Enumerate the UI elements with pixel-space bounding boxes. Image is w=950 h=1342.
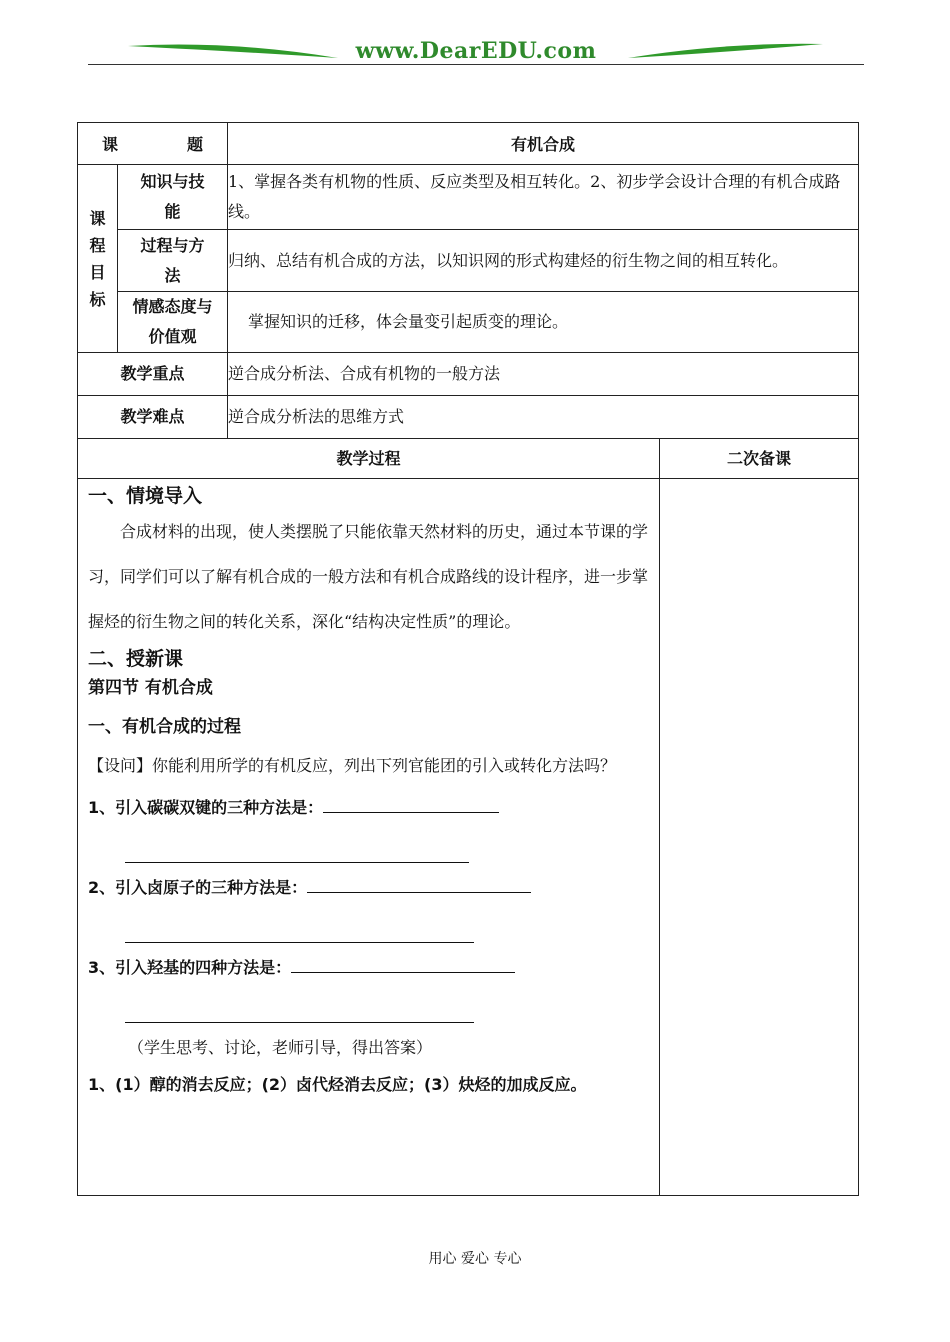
topic-label-cell [78,123,228,165]
key-points-text: 逆合成分析法、合成有机物的一般方法 [228,353,859,396]
question-3-text: 3、引入羟基的四种方法是： [88,958,292,977]
process-label: 教学过程 [78,439,660,479]
topic-row [78,123,859,165]
process-content [78,479,660,1196]
objective-label-process: 过程与方法 [118,230,228,292]
header-rule [88,64,864,65]
answer-blank-row-1 [88,828,650,868]
answer-blank-3b[interactable] [125,1004,474,1023]
process-body-row [78,479,859,1196]
answer-blank-row-3 [88,988,650,1028]
topic-label-char-1: 课 [102,135,119,154]
objective-text-process: 归纳、总结有机合成的方法，以知识网的形式构建烃的衍生物之间的相互转化。 [228,230,859,292]
answer-blank-1a[interactable] [323,794,499,813]
discussion-note: （学生思考、讨论，老师引导，得出答案） [128,1038,433,1057]
answer-1: 1、(1）醇的消去反应；(2）卤代烃消去反应；(3）炔烃的加成反应。 [88,1075,587,1094]
question-2 [88,868,650,908]
question-1 [88,788,650,828]
sec2-title: 二、授新课 [88,648,184,670]
sec1-title: 一、情境导入 [88,485,203,507]
answer-blank-1b[interactable] [125,844,469,863]
question-2-text: 2、引入卤原子的三种方法是： [88,878,308,897]
question-1-text: 1、引入碳碳双键的三种方法是： [88,798,324,817]
objective-row-attitude [78,292,859,353]
subsection-title: 一、有机合成的过程 [88,717,241,737]
site-logo[interactable]: www.DearEDU.com [355,38,597,64]
answer-blank-3a[interactable] [291,954,515,973]
page-footer: 用心 爱心 专心 [428,1251,522,1267]
difficulties-text: 逆合成分析法的思维方式 [228,396,859,439]
second-prep-label: 二次备课 [660,439,859,479]
objective-row-knowledge [78,165,859,230]
objectives-label: 课程目标 [78,165,118,353]
difficulties-row [78,396,859,439]
objective-row-process [78,230,859,292]
page-header [88,38,864,70]
difficulties-label: 教学难点 [78,396,228,439]
key-points-label: 教学重点 [78,353,228,396]
objective-label-attitude: 情感态度与价值观 [118,292,228,353]
sec1-paragraph: 合成材料的出现，使人类摆脱了只能依靠天然材料的历史，通过本节课的学习，同学们可以了解有机合成的一般方法和有机合成路线的设计程序，进一步掌握烃的衍生物之间的转化关系，深化“结构决定性质”的理论。 [88,522,649,631]
topic-value: 有机合成 [228,123,859,165]
key-points-row [78,353,859,396]
objective-label-knowledge: 知识与技能 [118,165,228,230]
question-3 [88,948,650,988]
objective-text-attitude: 掌握知识的迁移，体会量变引起质变的理论。 [228,292,859,353]
answer-blank-2b[interactable] [125,924,474,943]
question-text: 【设问】你能利用所学的有机反应，列出下列官能团的引入或转化方法吗？ [88,756,617,775]
second-prep-notes[interactable] [660,479,859,1196]
answer-blank-2a[interactable] [307,874,531,893]
topic-label-char-2: 题 [186,135,203,154]
section-title: 第四节 有机合成 [88,678,213,698]
objective-text-knowledge: 1、掌握各类有机物的性质、反应类型及相互转化。2、初步学会设计合理的有机合成路线。 [228,165,859,230]
lesson-plan-table [77,122,859,1196]
answer-blank-row-2 [88,908,650,948]
process-header-row [78,439,859,479]
